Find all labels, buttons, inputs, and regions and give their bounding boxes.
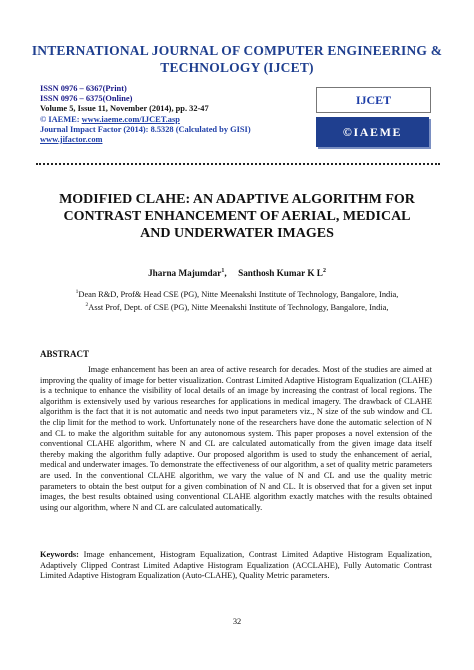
- affiliation-2: [34, 300, 440, 313]
- jifactor-line: [40, 135, 330, 145]
- author-2-sup: 2: [322, 268, 326, 274]
- aff-1-text: Dean R&D, Prof& Head CSE (PG), Nitte Meenakshi Institute of Technology, Bangalore, India,: [78, 289, 399, 299]
- author-1: Jharna Majumdar: [148, 268, 222, 279]
- iaeme-url-line: [40, 115, 330, 125]
- impact-factor: Journal Impact Factor (2014): 8.5328 (Calculated by GISI): [40, 124, 251, 134]
- volume-info: Volume 5, Issue 11, November (2014), pp. 32-47: [40, 104, 209, 114]
- aff-1-sup: 1: [75, 289, 79, 295]
- ijcet-logo-box: IJCET: [316, 87, 431, 113]
- issn-print: ISSN 0976 – 6367(Print): [40, 84, 127, 93]
- paper-title-line2: CONTRAST ENHANCEMENT OF AERIAL, MEDICAL: [63, 209, 411, 224]
- affiliation-1: [34, 287, 440, 300]
- paper-title: [34, 191, 440, 242]
- iaeme-url-label: © IAEME:: [40, 114, 82, 124]
- keywords: [40, 550, 432, 582]
- aff-2-sup: 2: [85, 302, 89, 309]
- affiliations: [34, 287, 440, 313]
- authors: Jharna Majumdar$^1$, Santhosh Kumar K $L^2$: [148, 268, 326, 279]
- journal-title-line1: INTERNATIONAL JOURNAL OF COMPUTER ENGINEERING &: [31, 43, 443, 58]
- page-number: 32: [232, 617, 242, 626]
- paper-title-line1: MODIFIED CLAHE: AN ADAPTIVE ALGORITHM FOR: [59, 192, 415, 207]
- abstract-body: Image enhancement has been an area of active research for decades. Most of the studies are aimed at improving the quality of image for better visualization. Contrast Limited Adaptive Histogram Equalization (CLAHE) is a technique to enhance the visibility of local details of an image by increasing the contrast of local regions. The algorithm is extensively used by various researches for applications in medical imagery. The drawback of CLAHE algorithm is the fact that it is not automatic and needs two input parameters viz., N size of the sub window and CL the clip limit for the method to work. Unfortunately none of the researchers have done the automatic selection of N and CL to make the algorithm suitable for any autonomous system. This paper proposes a novel extension of the conventional CLAHE algorithm, where N and CL are calculated automatically from the given image data itself thereby making the algorithm fully adaptive. Our proposed algorithm is used to study the enhancement of aerial, medical and underwater images. To demonstrate the effectiveness of our algorithm, a set of quality metric parameters are used. In the conventional CLAHE algorithm, we vary the value of N and CL and use the quality metric parameters to obtain the best output for a given combination of N and CL. It is observed that for a given set input images, the best results obtained using conventional CLAHE algorithm exactly matches with the results obtained using our algorithm, where N and CL are calculated automatically.: [40, 365, 432, 512]
- author-1-sup: 1: [221, 268, 225, 274]
- iaeme-logo-box: ©IAEME: [316, 117, 429, 147]
- journal-meta: [40, 84, 330, 145]
- paper-title-line3: AND UNDERWATER IMAGES: [140, 226, 334, 241]
- journal-title-line2: TECHNOLOGY (IJCET): [160, 60, 314, 75]
- iaeme-url-link[interactable]: www.iaeme.com/IJCET.asp: [81, 114, 180, 124]
- abstract-heading: ABSTRACT: [40, 349, 90, 359]
- journal-title: [30, 42, 444, 76]
- aff-2-text: Asst Prof, Dept. of CSE (PG), Nitte Meenakshi Institute of Technology, Bangalore, India,: [88, 303, 389, 312]
- author-2: Santhosh Kumar K L: [238, 268, 323, 279]
- header-divider: [36, 163, 440, 165]
- issn-online: ISSN 0976 – 6375(Online): [40, 94, 133, 104]
- jifactor-link[interactable]: www.jifactor.com: [40, 135, 103, 145]
- keywords-text: Image enhancement, Histogram Equalization, Contrast Limited Adaptive Histogram Equalization, Adaptively Clipped Contrast Limited Adaptive Histogram Equalization (ACCLAHE), Fully Automatic Contrast Limited Adaptive Histogram Equalization (Auto-CLAHE), Quality Metric parameters.: [40, 550, 432, 581]
- keywords-label: Keywords:: [40, 550, 79, 559]
